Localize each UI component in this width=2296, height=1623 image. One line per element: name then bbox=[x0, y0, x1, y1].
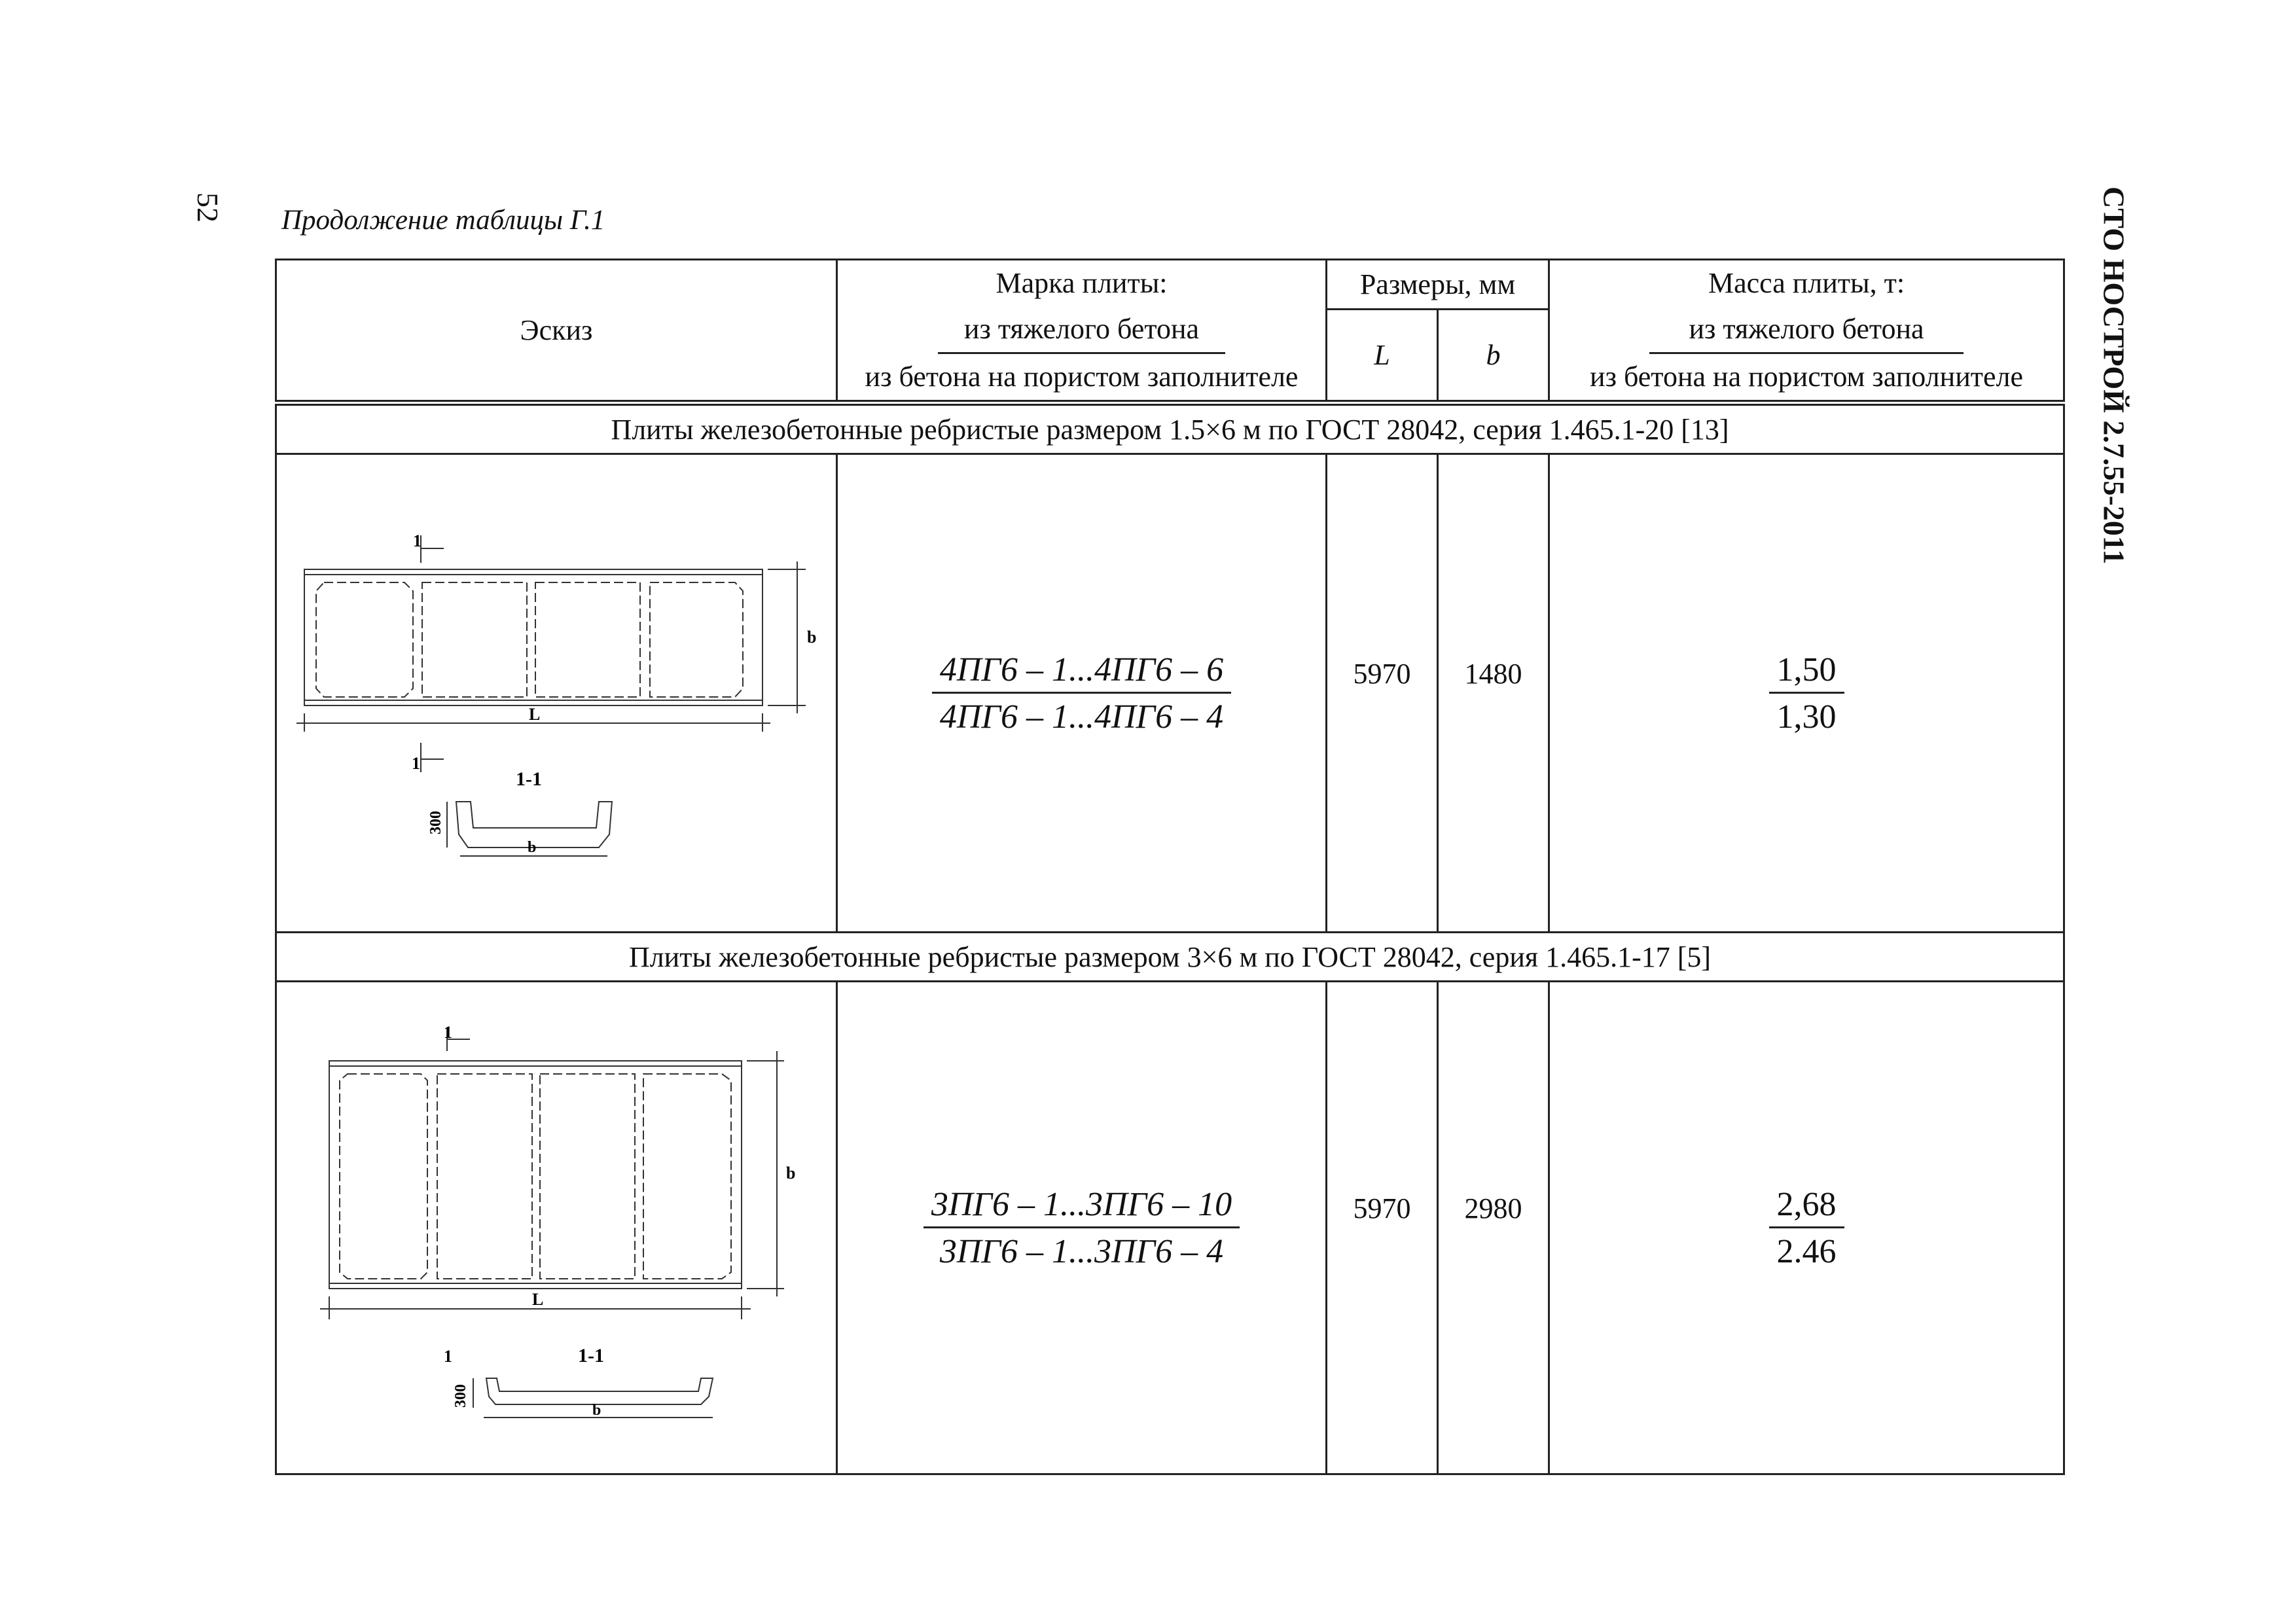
mark-cell bbox=[837, 982, 1327, 1474]
section-title-row bbox=[276, 933, 2064, 982]
mark-fraction bbox=[924, 1185, 1240, 1271]
mass-cell bbox=[1549, 982, 2064, 1474]
mass-cell bbox=[1549, 454, 2064, 933]
header-mass-title: Масса плиты, т: bbox=[1708, 267, 1905, 299]
header-dim-L: L bbox=[1327, 310, 1438, 403]
mark-fraction bbox=[932, 651, 1231, 736]
page-number: 52 bbox=[191, 192, 224, 223]
length-cell bbox=[1327, 982, 1438, 1474]
length-cell bbox=[1327, 454, 1438, 933]
sketch-cell bbox=[276, 982, 837, 1474]
header-mass bbox=[1549, 260, 2064, 403]
table-row bbox=[276, 454, 2064, 933]
table-caption: Продолжение таблицы Г.1 bbox=[281, 205, 605, 236]
mass-heavy: 1,50 bbox=[1769, 651, 1844, 694]
sketch-width-label: b bbox=[807, 627, 817, 647]
width-cell bbox=[1438, 454, 1549, 933]
sketch-length-label: L bbox=[529, 704, 541, 724]
header-row-1 bbox=[276, 260, 2064, 310]
width-value: 1480 bbox=[1464, 657, 1522, 690]
mass-fraction bbox=[1769, 1185, 1844, 1271]
section-title: Плиты железобетонные ребристые размером 3×6 м по ГОСТ 28042, серия 1.465.1-17 [5] bbox=[276, 933, 2064, 982]
sketch-cut-label-bottom: 1 bbox=[444, 1346, 452, 1366]
length-value: 5970 bbox=[1353, 1192, 1411, 1224]
header-mark-porous: из бетона на пористом заполнителе bbox=[865, 361, 1299, 393]
mass-porous: 1,30 bbox=[1776, 698, 1837, 736]
mass-fraction bbox=[1769, 651, 1844, 736]
header-mass-porous: из бетона на пористом заполнителе bbox=[1590, 361, 2023, 393]
mark-heavy: 4ПГ6 – 1...4ПГ6 – 6 bbox=[932, 651, 1231, 694]
table-row bbox=[276, 982, 2064, 1474]
sketch-section-width-label: b bbox=[592, 1401, 601, 1419]
section-title-row bbox=[276, 403, 2064, 454]
mark-cell bbox=[837, 454, 1327, 933]
header-mark-heavy: из тяжелого бетона bbox=[938, 306, 1225, 354]
slab-table bbox=[275, 259, 2065, 1475]
sketch-height-label: 300 bbox=[427, 810, 444, 834]
header-mark bbox=[837, 260, 1327, 403]
document-side-header: СТО НОСТРОЙ 2.7.55-2011 bbox=[2097, 187, 2131, 565]
slab-sketch-2 bbox=[277, 999, 838, 1450]
slab-sketch-1 bbox=[277, 471, 838, 908]
sketch-cut-label-top: 1 bbox=[413, 531, 422, 550]
header-mass-heavy: из тяжелого бетона bbox=[1649, 306, 1963, 354]
section-title: Плиты железобетонные ребристые размером 1.5×6 м по ГОСТ 28042, серия 1.465.1-20 [13] bbox=[276, 403, 2064, 454]
sketch-section-label: 1-1 bbox=[578, 1344, 604, 1366]
mark-heavy: 3ПГ6 – 1...3ПГ6 – 10 bbox=[924, 1185, 1240, 1228]
header-dim-b: b bbox=[1438, 310, 1549, 403]
sketch-height-label: 300 bbox=[452, 1383, 469, 1408]
header-mark-title: Марка плиты: bbox=[996, 267, 1168, 299]
mark-porous: 3ПГ6 – 1...3ПГ6 – 4 bbox=[939, 1232, 1224, 1270]
sketch-section-label: 1-1 bbox=[516, 768, 542, 790]
sketch-length-label: L bbox=[532, 1289, 544, 1309]
sketch-cut-label-top: 1 bbox=[444, 1022, 452, 1042]
length-value: 5970 bbox=[1353, 657, 1411, 690]
width-value: 2980 bbox=[1464, 1192, 1522, 1224]
sketch-section-width-label: b bbox=[528, 838, 537, 856]
mark-porous: 4ПГ6 – 1...4ПГ6 – 4 bbox=[939, 698, 1224, 736]
sketch-cut-label-bottom: 1 bbox=[412, 753, 420, 773]
mass-porous: 2.46 bbox=[1776, 1232, 1837, 1270]
sketch-cell bbox=[276, 454, 837, 933]
sketch-width-label: b bbox=[786, 1163, 796, 1183]
mass-heavy: 2,68 bbox=[1769, 1185, 1844, 1228]
width-cell bbox=[1438, 982, 1549, 1474]
header-dims: Размеры, мм bbox=[1327, 260, 1549, 310]
header-sketch: Эскиз bbox=[276, 260, 837, 403]
